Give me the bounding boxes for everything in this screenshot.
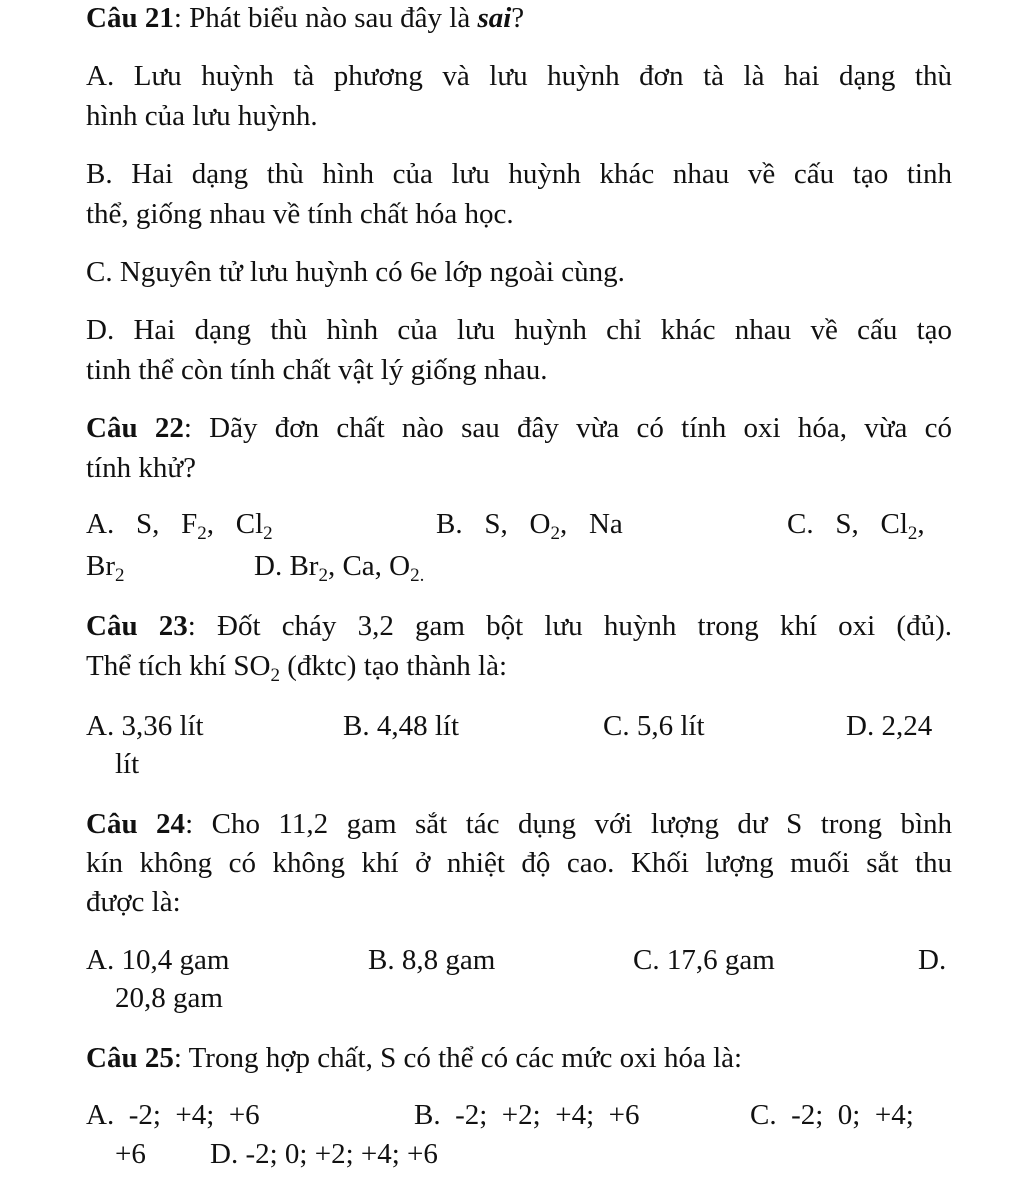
question-23-stem-line1 <box>86 608 952 644</box>
q24-option-d-continued: 20,8 gam <box>115 982 223 1014</box>
q22-option-b <box>436 506 623 542</box>
question-22-label: Câu 22 <box>86 412 184 444</box>
question-24-stem-line2: kín không có không khí ở nhiệt độ cao. Khối lượng muối sắt thu <box>86 847 952 879</box>
q22-a-prefix: A. <box>86 508 115 540</box>
q22-c-s2sub: 2 <box>907 523 918 544</box>
question-24-stem-line3: được là: <box>86 886 181 918</box>
question-21-stem <box>86 0 524 36</box>
q23-text2b: (đktc) tạo thành là: <box>279 650 508 682</box>
q25-option-a: A. -2; +4; +6 <box>86 1099 260 1131</box>
question-23-stem-line2 <box>86 648 507 684</box>
question-25-label: Câu 25 <box>86 1042 174 1074</box>
q22-a-s1: S, <box>135 508 160 540</box>
q23-option-b: B. 4,48 lít <box>343 710 460 742</box>
q25-option-d: D. -2; 0; +2; +4; +6 <box>210 1138 438 1170</box>
q22-option-a <box>86 506 273 542</box>
question-22-stem-line1 <box>86 410 952 446</box>
q22-option-c-continued <box>86 548 125 584</box>
question-24-label: Câu 24 <box>86 808 186 840</box>
q22-b-prefix: B. <box>436 508 463 540</box>
q22-d-prefix: D. Br <box>254 550 319 582</box>
q24-option-c: C. 17,6 gam <box>633 944 775 976</box>
q21-option-a-line2: hình của lưu huỳnh. <box>86 100 318 132</box>
q22-d-s1sub: 2 <box>318 565 328 586</box>
q23-option-a: A. 3,36 lít <box>86 710 204 742</box>
q23-option-c: C. 5,6 lít <box>603 710 705 742</box>
question-21-text: : Phát biểu nào sau đây là <box>173 2 478 34</box>
q21-option-a-line1: A. Lưu huỳnh tà phương và lưu huỳnh đơn tà là hai dạng thù <box>86 60 952 92</box>
question-25-text: : Trong hợp chất, S có thể có các mức oxi hóa là: <box>173 1042 743 1074</box>
question-24-text: : Cho 11,2 gam sắt tác dụng với lượng dư S trong bình <box>185 808 952 840</box>
q21-option-b-line2: thể, giống nhau về tính chất hóa học. <box>86 198 514 230</box>
q22-a-s2sub: 2 <box>197 523 207 544</box>
q22-d-s2sub: 2. <box>410 565 425 586</box>
question-24-stem-line1 <box>86 806 952 842</box>
q24-option-a: A. 10,4 gam <box>86 944 230 976</box>
q22-a-s4: Cl <box>235 508 264 540</box>
q22-c-prefix: C. <box>787 508 814 540</box>
question-21-label: Câu 21 <box>86 2 174 34</box>
q23-text2sub: 2 <box>270 665 280 686</box>
q22-c-s2: Cl <box>880 508 908 540</box>
q23-text2a: Thể tích khí SO <box>86 650 271 682</box>
q22-b-s1: S, <box>484 508 508 540</box>
q24-option-d: D. <box>918 944 947 976</box>
q23-option-d: D. 2,24 <box>846 710 933 742</box>
q23-option-d-continued: lít <box>115 748 140 780</box>
q22-b-s2sub: 2 <box>550 523 560 544</box>
q25-option-c-continued: +6 <box>115 1138 146 1170</box>
question-25-stem <box>86 1040 742 1076</box>
question-22-stem-line2: tính khử? <box>86 452 196 484</box>
q22-c-cont-s1sub: 2 <box>115 565 125 586</box>
q22-option-d <box>254 548 424 584</box>
q21-option-c: C. Nguyên tử lưu huỳnh có 6e lớp ngoài cùng. <box>86 256 625 288</box>
q22-d-s2: , Ca, O <box>327 550 411 582</box>
q22-b-s4: Na <box>588 508 623 540</box>
q25-option-c: C. -2; 0; +4; <box>750 1099 914 1131</box>
q22-option-c <box>787 506 925 542</box>
q21-option-d-line2: tinh thể còn tính chất vật lý giống nhau. <box>86 354 548 386</box>
q21-option-b-line1: B. Hai dạng thù hình của lưu huỳnh khác nhau về cấu tạo tinh <box>86 158 952 190</box>
q25-option-b: B. -2; +2; +4; +6 <box>414 1099 640 1131</box>
question-21-end: ? <box>511 2 525 34</box>
question-23-label: Câu 23 <box>86 610 188 642</box>
q22-c-s3: , <box>917 508 925 540</box>
question-23-text: : Đốt cháy 3,2 gam bột lưu huỳnh trong khí oxi (đủ). <box>187 610 952 642</box>
q24-option-b: B. 8,8 gam <box>368 944 496 976</box>
q22-b-s2: O <box>529 508 551 540</box>
question-21-emphasis: sai <box>477 2 512 34</box>
q21-option-d-line1: D. Hai dạng thù hình của lưu huỳnh chỉ khác nhau về cấu tạo <box>86 314 952 346</box>
q22-b-s3: , <box>559 508 568 540</box>
q22-a-s4sub: 2 <box>263 523 273 544</box>
q22-c-cont-s1: Br <box>86 550 115 582</box>
question-22-text: : Dãy đơn chất nào sau đây vừa có tính oxi hóa, vừa có <box>183 412 952 444</box>
q22-c-s1: S, <box>835 508 859 540</box>
q22-a-s3: , <box>206 508 214 540</box>
q22-a-s2: F <box>181 508 198 540</box>
